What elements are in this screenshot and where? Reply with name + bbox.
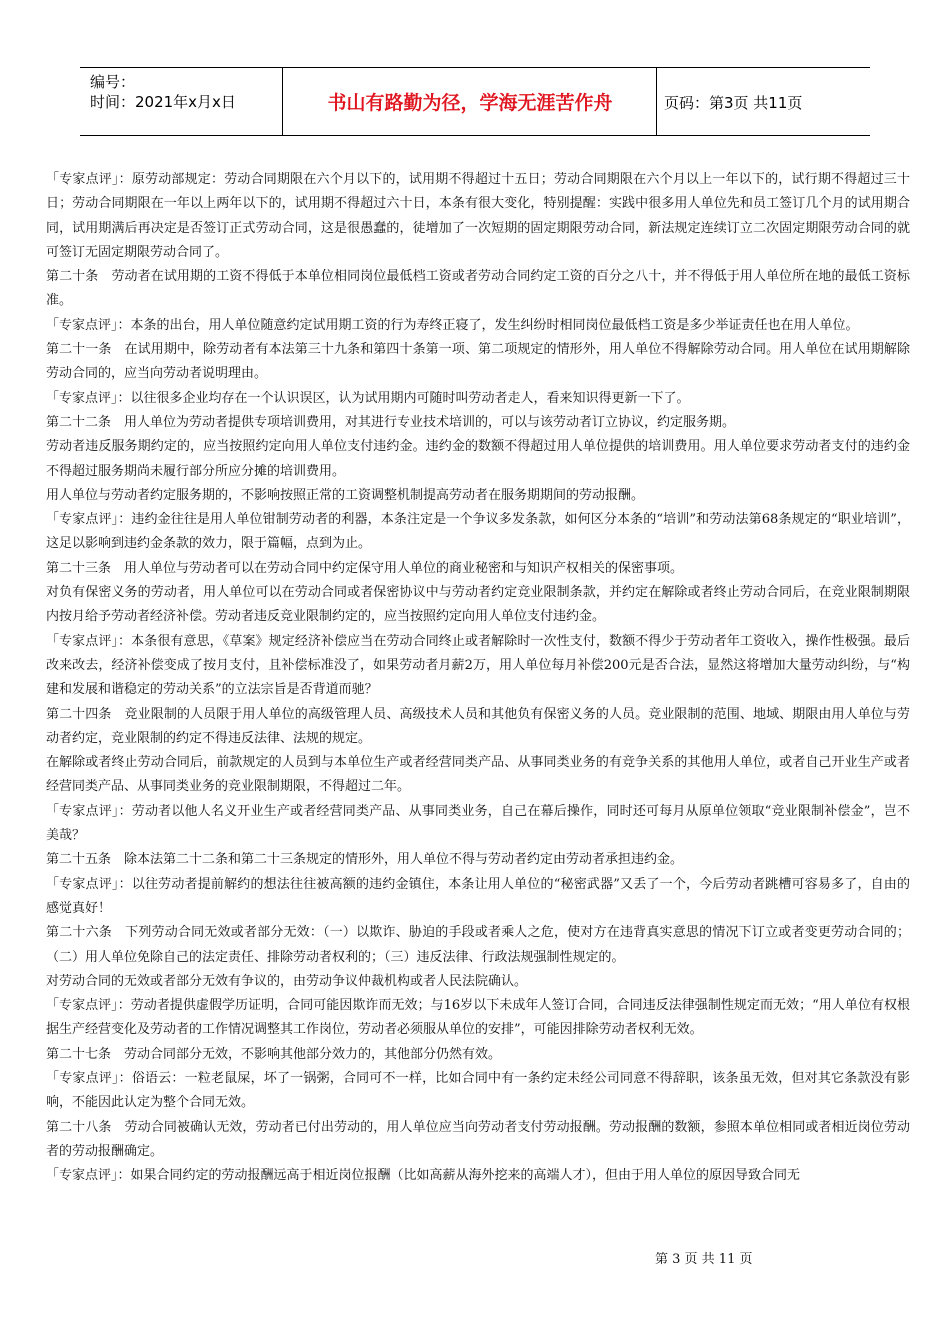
- paragraph: 第二十八条 劳动合同被确认无效，劳动者已付出劳动的，用人单位应当向劳动者支付劳动报酬。劳动报酬的数额，参照本单位相同或者相近岗位劳动者的劳动报酬确定。: [46, 1119, 910, 1159]
- paragraph: 第二十六条 下列劳动合同无效或者部分无效：（一）以欺诈、胁迫的手段或者乘人之危，使对方在违背真实意思的情况下订立或者变更劳动合同的；（二）用人单位免除自己的法定责任、排除劳动者权利的；（三）违反法律、行政法规强制性规定的。: [46, 925, 910, 965]
- paragraph: 「专家点评」：以往很多企业均存在一个认识误区，认为试用期内可随时叫劳动者走人，看来知识得更新一下了。: [46, 390, 690, 406]
- paragraph: 对劳动合同的无效或者部分无效有争议的，由劳动争议仲裁机构或者人民法院确认。: [46, 973, 528, 989]
- paragraph: 「专家点评」：俗语云：一粒老鼠屎，坏了一锅粥，合同可不一样，比如合同中有一条约定未经公司同意不得辞职，该条虽无效，但对其它条款没有影响，不能因此认定为整个合同无效。: [46, 1070, 910, 1111]
- header-top-rule: [80, 67, 870, 68]
- paragraph: 「专家点评」：本条的出台，用人单位随意约定试用期工资的行为寿终正寝了，发生纠纷时相同岗位最低档工资是多少举证责任也在用人单位。: [46, 317, 859, 333]
- paragraph: 「专家点评」：如果合同约定的劳动报酬远高于相近岗位报酬（比如高薪从海外挖来的高端人才），但由于用人单位的原因导致合同无: [46, 1168, 801, 1184]
- document-body: [46, 168, 910, 1188]
- header-divider-right: [656, 67, 657, 135]
- document-date: 时间：2021年x月x日: [90, 93, 236, 111]
- header-bottom-rule: [80, 135, 870, 136]
- page-footer: 第 3 页 共 11 页: [655, 1252, 753, 1267]
- paragraph: 第二十一条 在试用期中，除劳动者有本法第三十九条和第四十条第一项、第二项规定的情形外，用人单位不得解除劳动合同。用人单位在试用期解除劳动合同的，应当向劳动者说明理由。: [46, 342, 910, 382]
- paragraph: 第二十三条 用人单位与劳动者可以在劳动合同中约定保守用人单位的商业秘密和与知识产权相关的保密事项。: [46, 560, 684, 576]
- paragraph: 第二十七条 劳动合同部分无效，不影响其他部分效力的，其他部分仍然有效。: [46, 1046, 502, 1062]
- header-meta: [90, 72, 236, 112]
- paragraph: 「专家点评」：本条很有意思，《草案》规定经济补偿应当在劳动合同终止或者解除时一次性支付，数额不得少于劳动者年工资收入，操作性极强。最后改来改去，经济补偿变成了按月支付，且补偿标准没了，如果劳动者月薪2万，用人单位每月补偿200元是否合法，显然这将增加大量劳动纠纷，与“构建和发展和谐稳定的劳动关系”的立法宗旨是否背道而驰？: [46, 633, 910, 698]
- header-divider-left: [282, 67, 283, 135]
- paragraph: 对负有保密义务的劳动者，用人单位可以在劳动合同或者保密协议中与劳动者约定竞业限制条款，并约定在解除或者终止劳动合同后，在竞业限制期限内按月给予劳动者经济补偿。劳动者违反竞业限制约定的，应当按照约定向用人单位支付违约金。: [46, 585, 910, 625]
- paragraph: 「专家点评」：劳动者提供虚假学历证明，合同可能因欺诈而无效；与16岁以下未成年人签订合同，合同违反法律强制性规定而无效；“用人单位有权根据生产经营变化及劳动者的工作情况调整其工作岗位，劳动者必须服从单位的安排”，可能因排除劳动者权利无效。: [46, 998, 910, 1038]
- paragraph: 第二十四条 竞业限制的人员限于用人单位的高级管理人员、高级技术人员和其他负有保密义务的人员。竞业限制的范围、地域、期限由用人单位与劳动者约定，竞业限制的约定不得违反法律、法规的规定。: [46, 706, 910, 746]
- paragraph: 第二十条 劳动者在试用期的工资不得低于本单位相同岗位最低档工资或者劳动合同约定工资的百分之八十，并不得低于用人单位所在地的最低工资标准。: [46, 269, 910, 309]
- paragraph: 「专家点评」：原劳动部规定：劳动合同期限在六个月以下的，试用期不得超过十五日；劳动合同期限在六个月以上一年以下的，试行期不得超过三十日；劳动合同期限在一年以上两年以下的，试用期不得超过六十日，本条有很大变化，特别提醒：实践中很多用人单位先和员工签订几个月的试用期合同，试用期满后再决定是否签订正式劳动合同，这是很愚蠢的，徒增加了一次短期的固定期限劳动合同，新法规定连续订立二次固定期限劳动合同的就可签订无固定期限劳动合同了。: [46, 172, 910, 260]
- document-number: 编号：: [90, 73, 136, 91]
- header-page-info: 页码：第3页 共11页: [664, 94, 803, 112]
- paragraph: 「专家点评」：违约金往往是用人单位钳制劳动者的利器，本条注定是一个争议多发条款，如何区分本条的“培训”和劳动法第68条规定的“职业培训”，这足以影响到违约金条款的效力，限于篇幅，点到为止。: [46, 512, 910, 552]
- header-motto: 书山有路勤为径，学海无涯苦作舟: [327, 92, 613, 114]
- paragraph: 在解除或者终止劳动合同后，前款规定的人员到与本单位生产或者经营同类产品、从事同类业务的有竞争关系的其他用人单位，或者自己开业生产或者经营同类产品、从事同类业务的竞业限制期限，不得超过二年。: [46, 755, 910, 795]
- paragraph: 「专家点评」：以往劳动者提前解约的想法往往被高额的违约金镇住，本条让用人单位的“秘密武器”又丢了一个，今后劳动者跳槽可容易多了，自由的感觉真好！: [46, 876, 910, 916]
- paragraph: 用人单位与劳动者约定服务期的，不影响按照正常的工资调整机制提高劳动者在服务期期间的劳动报酬。: [46, 487, 645, 503]
- paragraph: 劳动者违反服务期约定的，应当按照约定向用人单位支付违约金。违约金的数额不得超过用人单位提供的培训费用。用人单位要求劳动者支付的违约金不得超过服务期尚未履行部分所应分摊的培训费用。: [46, 439, 910, 479]
- paragraph: 第二十五条 除本法第二十二条和第二十三条规定的情形外，用人单位不得与劳动者约定由劳动者承担违约金。: [46, 852, 684, 868]
- paragraph: 第二十二条 用人单位为劳动者提供专项培训费用，对其进行专业技术培训的，可以与该劳动者订立协议，约定服务期。: [46, 414, 736, 430]
- paragraph: 「专家点评」：劳动者以他人名义开业生产或者经营同类产品、从事同类业务，自己在幕后操作，同时还可每月从原单位领取“竞业限制补偿金”，岂不美哉？: [46, 803, 910, 844]
